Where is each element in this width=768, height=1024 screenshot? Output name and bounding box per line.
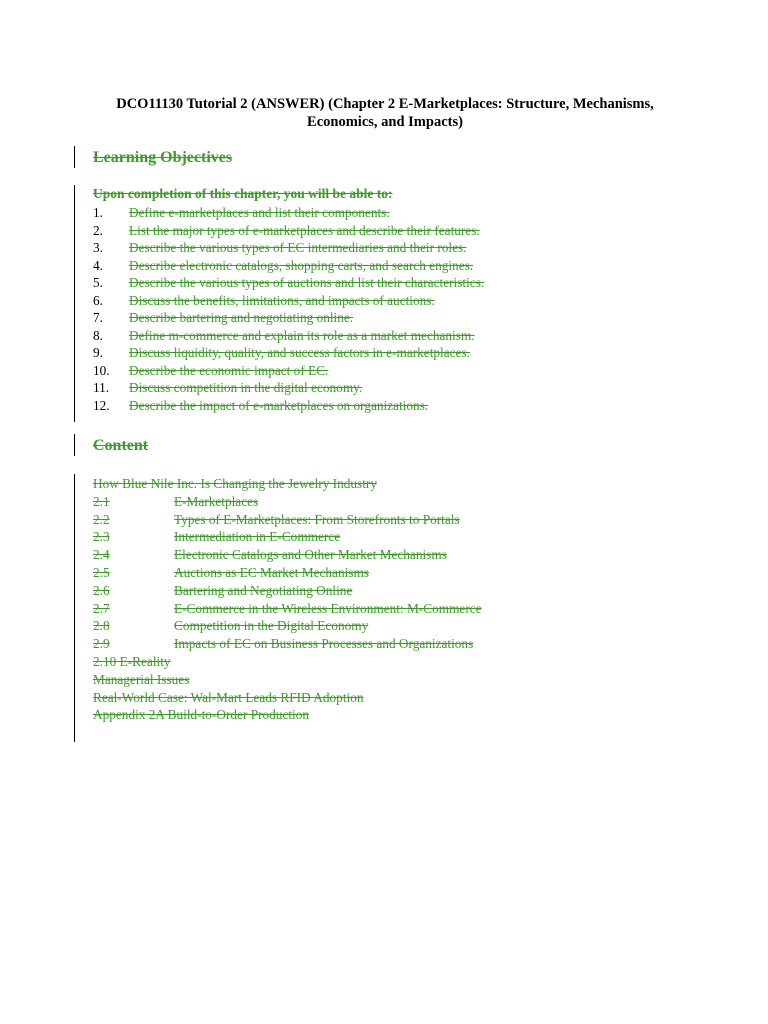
- list-item: [93, 204, 484, 222]
- item-number: 8.: [93, 327, 103, 343]
- item-number: 5.: [93, 275, 103, 290]
- item-text: List the major types of e-marketplaces and describe their features.: [129, 222, 480, 238]
- learning-objectives-heading: Learning Objectives: [93, 149, 233, 166]
- list-item: [93, 379, 484, 397]
- item-number: 12.: [93, 397, 110, 413]
- item-text: Describe the various types of auctions and list their characteristics.: [129, 275, 485, 290]
- list-item: [93, 257, 484, 275]
- document-title: DCO11130 Tutorial 2 (ANSWER) (Chapter 2 E-Marketplaces: Structure, Mechanisms, Economics, and Impacts): [116, 96, 654, 130]
- change-bar: [74, 185, 75, 422]
- list-item: [93, 671, 482, 689]
- item-number: 2.4: [93, 547, 110, 563]
- item-text: Intermediation in E-Commerce: [174, 529, 341, 545]
- item-number: 2.2: [93, 511, 110, 527]
- item-text: Real-World Case: Wal-Mart Leads RFID Adoption: [93, 689, 364, 705]
- item-text: Discuss the benefits, limitations, and impacts of auctions.: [129, 292, 435, 308]
- list-item: [93, 475, 482, 493]
- list-item: [93, 689, 482, 707]
- item-text: E-Commerce in the Wireless Environment: M-Commerce: [174, 600, 482, 616]
- item-number: 9.: [93, 345, 103, 360]
- change-bar: [74, 146, 75, 168]
- item-text: Bartering and Negotiating Online: [174, 582, 353, 598]
- list-item: [93, 309, 484, 327]
- list-item: [93, 511, 482, 529]
- item-number: 2.: [93, 222, 103, 238]
- list-item: [93, 635, 482, 653]
- list-item: [93, 493, 482, 511]
- list-item: [93, 292, 484, 310]
- item-text: Electronic Catalogs and Other Market Mechanisms: [174, 547, 447, 563]
- content-heading: Content: [93, 437, 149, 454]
- item-number: 2.1: [93, 493, 110, 509]
- item-text: Define e-marketplaces and list their components.: [129, 205, 390, 220]
- list-item: [93, 327, 484, 345]
- item-number: 2.6: [93, 582, 110, 598]
- item-number: 2.7: [93, 600, 110, 616]
- item-text: E-Marketplaces: [174, 493, 259, 509]
- objectives-intro: Upon completion of this chapter, you will be able to:: [93, 186, 393, 201]
- item-number: 6.: [93, 292, 103, 308]
- item-number: 3.: [93, 240, 103, 255]
- content-list: [93, 475, 482, 724]
- list-item: [93, 706, 482, 724]
- item-text: Discuss liquidity, quality, and success factors in e-marketplaces.: [129, 345, 470, 360]
- list-item: [93, 564, 482, 582]
- item-text: How Blue Nile Inc. Is Changing the Jewelry Industry: [93, 476, 377, 491]
- item-text: Appendix 2A Build-to-Order Production: [93, 707, 310, 723]
- item-number: 7.: [93, 310, 103, 325]
- item-text: Describe the impact of e-marketplaces on organizations.: [129, 397, 429, 413]
- item-text: Auctions as EC Market Mechanisms: [174, 564, 369, 580]
- change-bar: [74, 434, 75, 456]
- item-number: 2.3: [93, 529, 110, 545]
- list-item: [93, 222, 484, 240]
- list-item: [93, 582, 482, 600]
- item-text: Types of E-Marketplaces: From Storefronts to Portals: [174, 511, 460, 527]
- list-item: [93, 617, 482, 635]
- list-item: [93, 528, 482, 546]
- list-item: [93, 362, 484, 380]
- item-text: Competition in the Digital Economy: [174, 618, 369, 634]
- list-item: [93, 653, 482, 671]
- item-text: Discuss competition in the digital economy.: [129, 380, 363, 395]
- item-number: 11.: [93, 380, 110, 395]
- list-item: [93, 344, 484, 362]
- item-text: Define m-commerce and explain its role as a market mechanism.: [129, 327, 475, 343]
- list-item: [93, 397, 484, 415]
- item-text: Managerial Issues: [93, 671, 190, 687]
- list-item: [93, 600, 482, 618]
- list-item: [93, 239, 484, 257]
- change-bar: [74, 474, 75, 742]
- item-text: Describe bartering and negotiating online.: [129, 310, 354, 325]
- item-number: 4.: [93, 257, 103, 273]
- item-text: Impacts of EC on Business Processes and Organizations: [174, 636, 474, 652]
- item-number: 1.: [93, 205, 103, 220]
- item-text: 2.10 E-Reality: [93, 653, 171, 669]
- item-number: 2.8: [93, 618, 110, 634]
- list-item: [93, 274, 484, 292]
- list-item: [93, 546, 482, 564]
- item-number: 10.: [93, 362, 110, 378]
- item-number: 2.9: [93, 636, 110, 652]
- item-number: 2.5: [93, 564, 110, 580]
- item-text: Describe electronic catalogs, shopping carts, and search engines.: [129, 257, 474, 273]
- objectives-list: [93, 204, 484, 414]
- item-text: Describe the economic impact of EC.: [129, 362, 329, 378]
- item-text: Describe the various types of EC intermediaries and their roles.: [129, 240, 467, 255]
